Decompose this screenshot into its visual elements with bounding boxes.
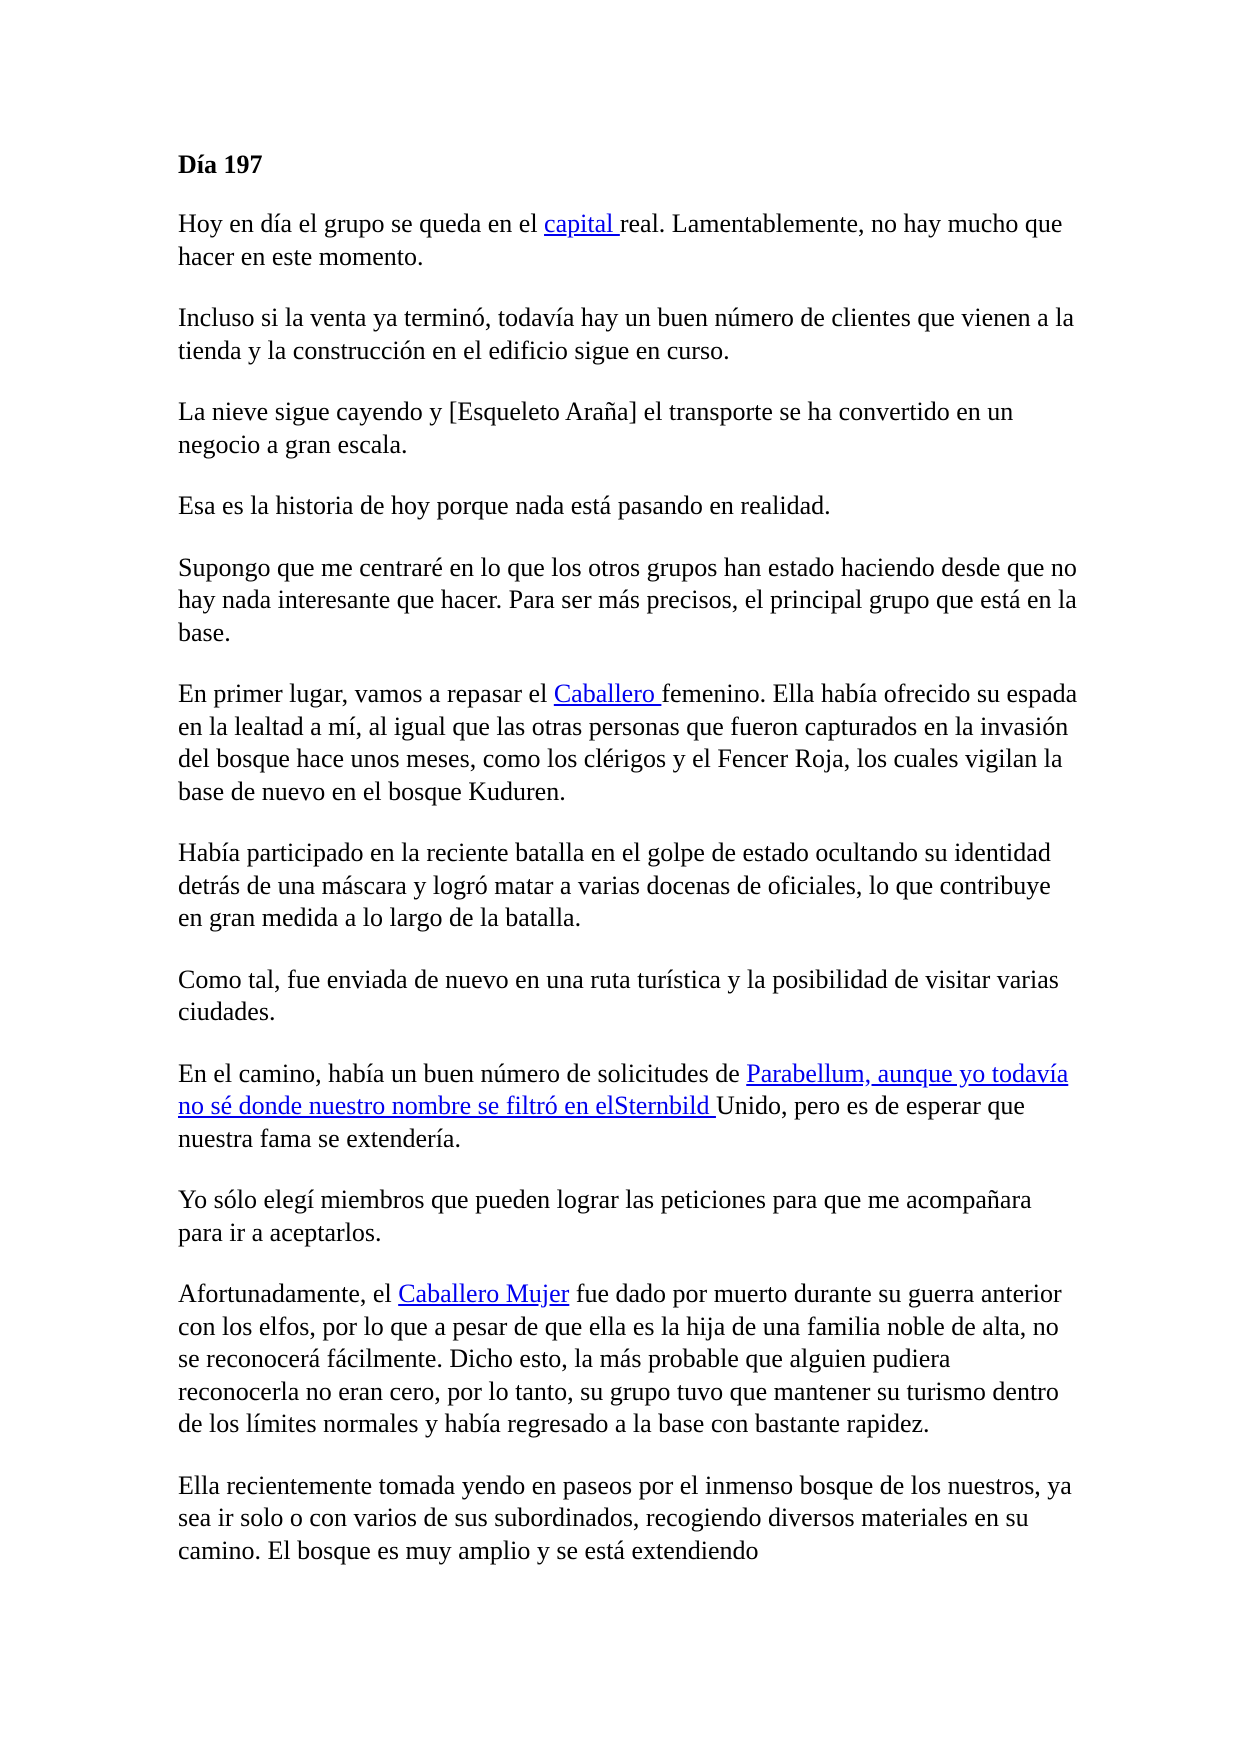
document-body xyxy=(178,208,1078,1567)
paragraph-text: Supongo que me centraré en lo que los otros grupos han estado haciendo desde que no hay nada interesante que hacer. Para ser más precisos, el principal grupo que está en la base. xyxy=(178,552,1077,647)
paragraph-text: En primer lugar, vamos a repasar el xyxy=(178,679,554,708)
paragraph xyxy=(178,837,1078,935)
paragraph-text: Yo sólo elegí miembros que pueden lograr las peticiones para que me acompañara para ir a aceptarlos. xyxy=(178,1185,1032,1247)
paragraph xyxy=(178,1278,1078,1441)
paragraph-text: femenino. Ella había ofrecido su espada en la lealtad a mí, al igual que las otras personas que fueron capturados en la invasión del bosque hace unos meses, como los clérigos y el Fencer Roja, los cuales vigilan la base de nuevo en el bosque Kuduren. xyxy=(178,679,1078,806)
paragraph xyxy=(178,552,1078,650)
paragraph xyxy=(178,678,1078,808)
inline-link[interactable]: capital xyxy=(544,209,620,238)
inline-link[interactable]: Caballero Mujer xyxy=(398,1279,570,1308)
paragraph-text: Hoy en día el grupo se queda en el xyxy=(178,209,545,238)
paragraph-text: Ella recientemente tomada yendo en paseos por el inmenso bosque de los nuestros, ya sea ir solo o con varios de sus subordinados, recogiendo diversos materiales en su camino. El bosque es muy amplio y se está extendiendo xyxy=(178,1470,1072,1565)
paragraph-text: Como tal, fue enviada de nuevo en una ruta turística y la posibilidad de visitar varias ciudades. xyxy=(178,964,1059,1026)
paragraph xyxy=(178,396,1078,461)
paragraph xyxy=(178,964,1078,1029)
paragraph-text: Esa es la historia de hoy porque nada está pasando en realidad. xyxy=(178,491,831,520)
paragraph xyxy=(178,208,1078,273)
inline-link[interactable]: Caballero xyxy=(553,679,662,708)
document-page xyxy=(178,148,1078,1596)
paragraph xyxy=(178,302,1078,367)
inline-link[interactable]: Parabellum, aunque yo todavía no sé donde nuestro nombre se filtró en elSternbild xyxy=(178,1058,1069,1120)
paragraph-text: real. Lamentablemente, no hay mucho que hacer en este momento. xyxy=(178,209,1063,271)
paragraph xyxy=(178,1058,1078,1156)
paragraph xyxy=(178,1470,1078,1568)
paragraph-text: En el camino, había un buen número de solicitudes de xyxy=(178,1058,747,1088)
paragraph-text: Afortunadamente, el xyxy=(178,1279,399,1308)
chapter-title: Día 197 xyxy=(178,150,263,179)
paragraph-text: fue dado por muerto durante su guerra anterior con los elfos, por lo que a pesar de que ella es la hija de una familia noble de alta, no se reconocerá fácilmente. Dicho esto, la más probable que alguien pudiera reconocerla no eran cero, por lo tanto, su grupo tuvo que mantener su turismo dentro de los límites normales y había regresado a la base con bastante rapidez. xyxy=(178,1279,1062,1438)
paragraph-text: La nieve sigue cayendo y [Esqueleto Araña] el transporte se ha convertido en un negocio a gran escala. xyxy=(178,397,1014,459)
paragraph-text: Había participado en la reciente batalla en el golpe de estado ocultando su identidad detrás de una máscara y logró matar a varias docenas de oficiales, lo que contribuye en gran medida a lo largo de la batalla. xyxy=(178,838,1051,932)
paragraph xyxy=(178,1184,1078,1249)
paragraph xyxy=(178,490,1078,523)
paragraph-text: Incluso si la venta ya terminó, todavía hay un buen número de clientes que vienen a la tienda y la construcción en el edificio sigue en curso. xyxy=(178,303,1074,365)
paragraph-text: Unido, pero es de esperar que nuestra fama se extendería. xyxy=(178,1091,1025,1153)
